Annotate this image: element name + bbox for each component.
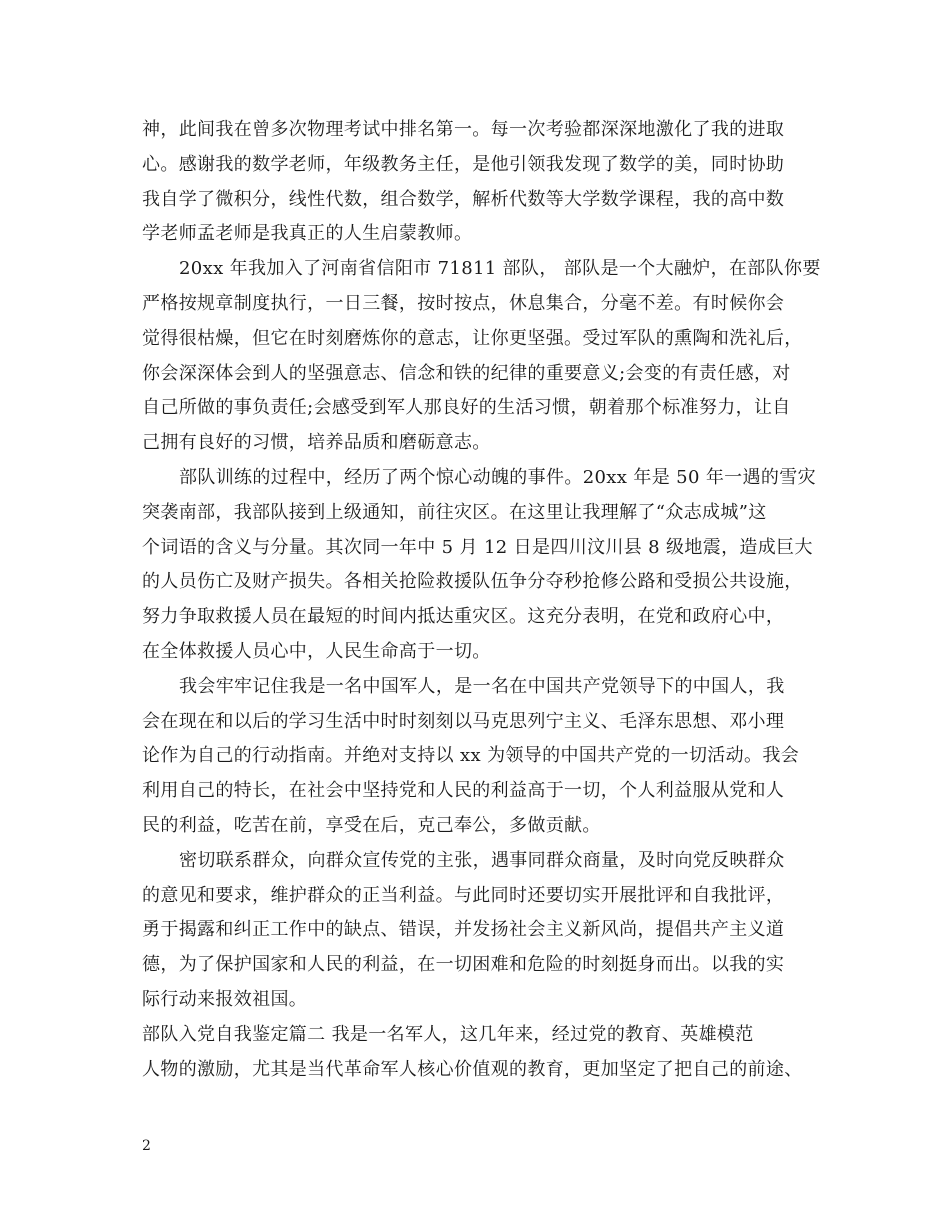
text-line: 神，此间我在曾多次物理考试中排名第一。每一次考验都深深地激化了我的进取 (142, 119, 785, 140)
text-line: 20xx 年我加入了河南省信阳市 71811 部队， 部队是一个大融炉，在部队你要 (179, 258, 821, 280)
text-line: 的人员伤亡及财产损失。各相关抢险救援队伍争分夺秒抢修公路和受损公共设施， (142, 571, 803, 593)
page-number: 2 (142, 1138, 151, 1154)
text-line: 严格按规章制度执行，一日三餐，按时按点，休息集合，分毫不差。有时候你会 (142, 292, 785, 314)
text-line: 努力争取救援人员在最短的时间内抵达重灾区。这充分表明，在党和政府心中， (142, 606, 785, 628)
text-line: 际行动来报效祖国。 (142, 988, 308, 1010)
text-line: 密切联系群众，向群众宣传党的主张，遇事同群众商量，及时向党反映群众 (179, 849, 785, 871)
text-line: 我自学了微积分，线性代数，组合数学，解析代数等大学数学课程，我的高中数 (142, 188, 785, 210)
text-line: 自己所做的事负责任;会感受到军人那良好的生活习惯，朝着那个标准努力，让自 (142, 397, 791, 419)
text-line: 个词语的含义与分量。其次同一年中 5 月 12 日是四川汶川县 8 级地震，造成巨大 (142, 536, 813, 558)
text-line: 论作为自己的行动指南。并绝对支持以 xx 为领导的中国共产党的一切活动。我会 (142, 745, 800, 767)
text-line: 部队训练的过程中，经历了两个惊心动魄的事件。20xx 年是 50 年一遇的雪灾 (179, 466, 816, 488)
text-line: 在全体救援人员心中，人民生命高于一切。 (142, 640, 491, 662)
text-line: 的意见和要求，维护群众的正当利益。与此同时还要切实开展批评和自我批评， (142, 884, 785, 906)
text-line: 勇于揭露和纠正工作中的缺点、错误，并发扬社会主义新风尚，提倡共产主义道 (142, 919, 785, 941)
body-text (142, 113, 822, 1087)
text-line: 我会牢牢记住我是一名中国军人，是一名在中国共产党领导下的中国人，我 (179, 675, 785, 697)
text-line: 学老师孟老师是我真正的人生启蒙教师。 (142, 223, 473, 245)
text-line: 会在现在和以后的学习生活中时时刻刻以马克思列宁主义、毛泽东思想、邓小理 (142, 710, 785, 732)
text-line: 心。感谢我的数学老师，年级教务主任，是他引领我发现了数学的美，同时协助 (142, 153, 785, 175)
text-line: 德，为了保护国家和人民的利益，在一切困难和危险的时刻挺身而出。以我的实 (142, 954, 785, 976)
text-line: 觉得很枯燥，但它在时刻磨炼你的意志，让你更坚强。受过军队的熏陶和洗礼后， (142, 327, 803, 349)
text-line: 你会深深体会到人的坚强意志、信念和铁的纪律的重要意义;会变的有责任感，对 (142, 362, 791, 384)
text-line: 突袭南部，我部队接到上级通知，前往灾区。在这里让我理解了“众志成城”这 (142, 501, 767, 523)
text-line: 民的利益，吃苦在前，享受在后，克己奉公，多做贡献。 (142, 814, 601, 836)
text-line: 己拥有良好的习惯，培养品质和磨砺意志。 (142, 432, 491, 454)
text-line: 利用自己的特长，在社会中坚持党和人民的利益高于一切，个人利益服从党和人 (142, 780, 785, 802)
text-line: 人物的激励，尤其是当代革命军人核心价值观的教育，更加坚定了把自己的前途、 (142, 1058, 803, 1080)
text-line: 部队入党自我鉴定篇二 我是一名军人，这几年来，经过党的教育、英雄模范 (142, 1023, 754, 1045)
